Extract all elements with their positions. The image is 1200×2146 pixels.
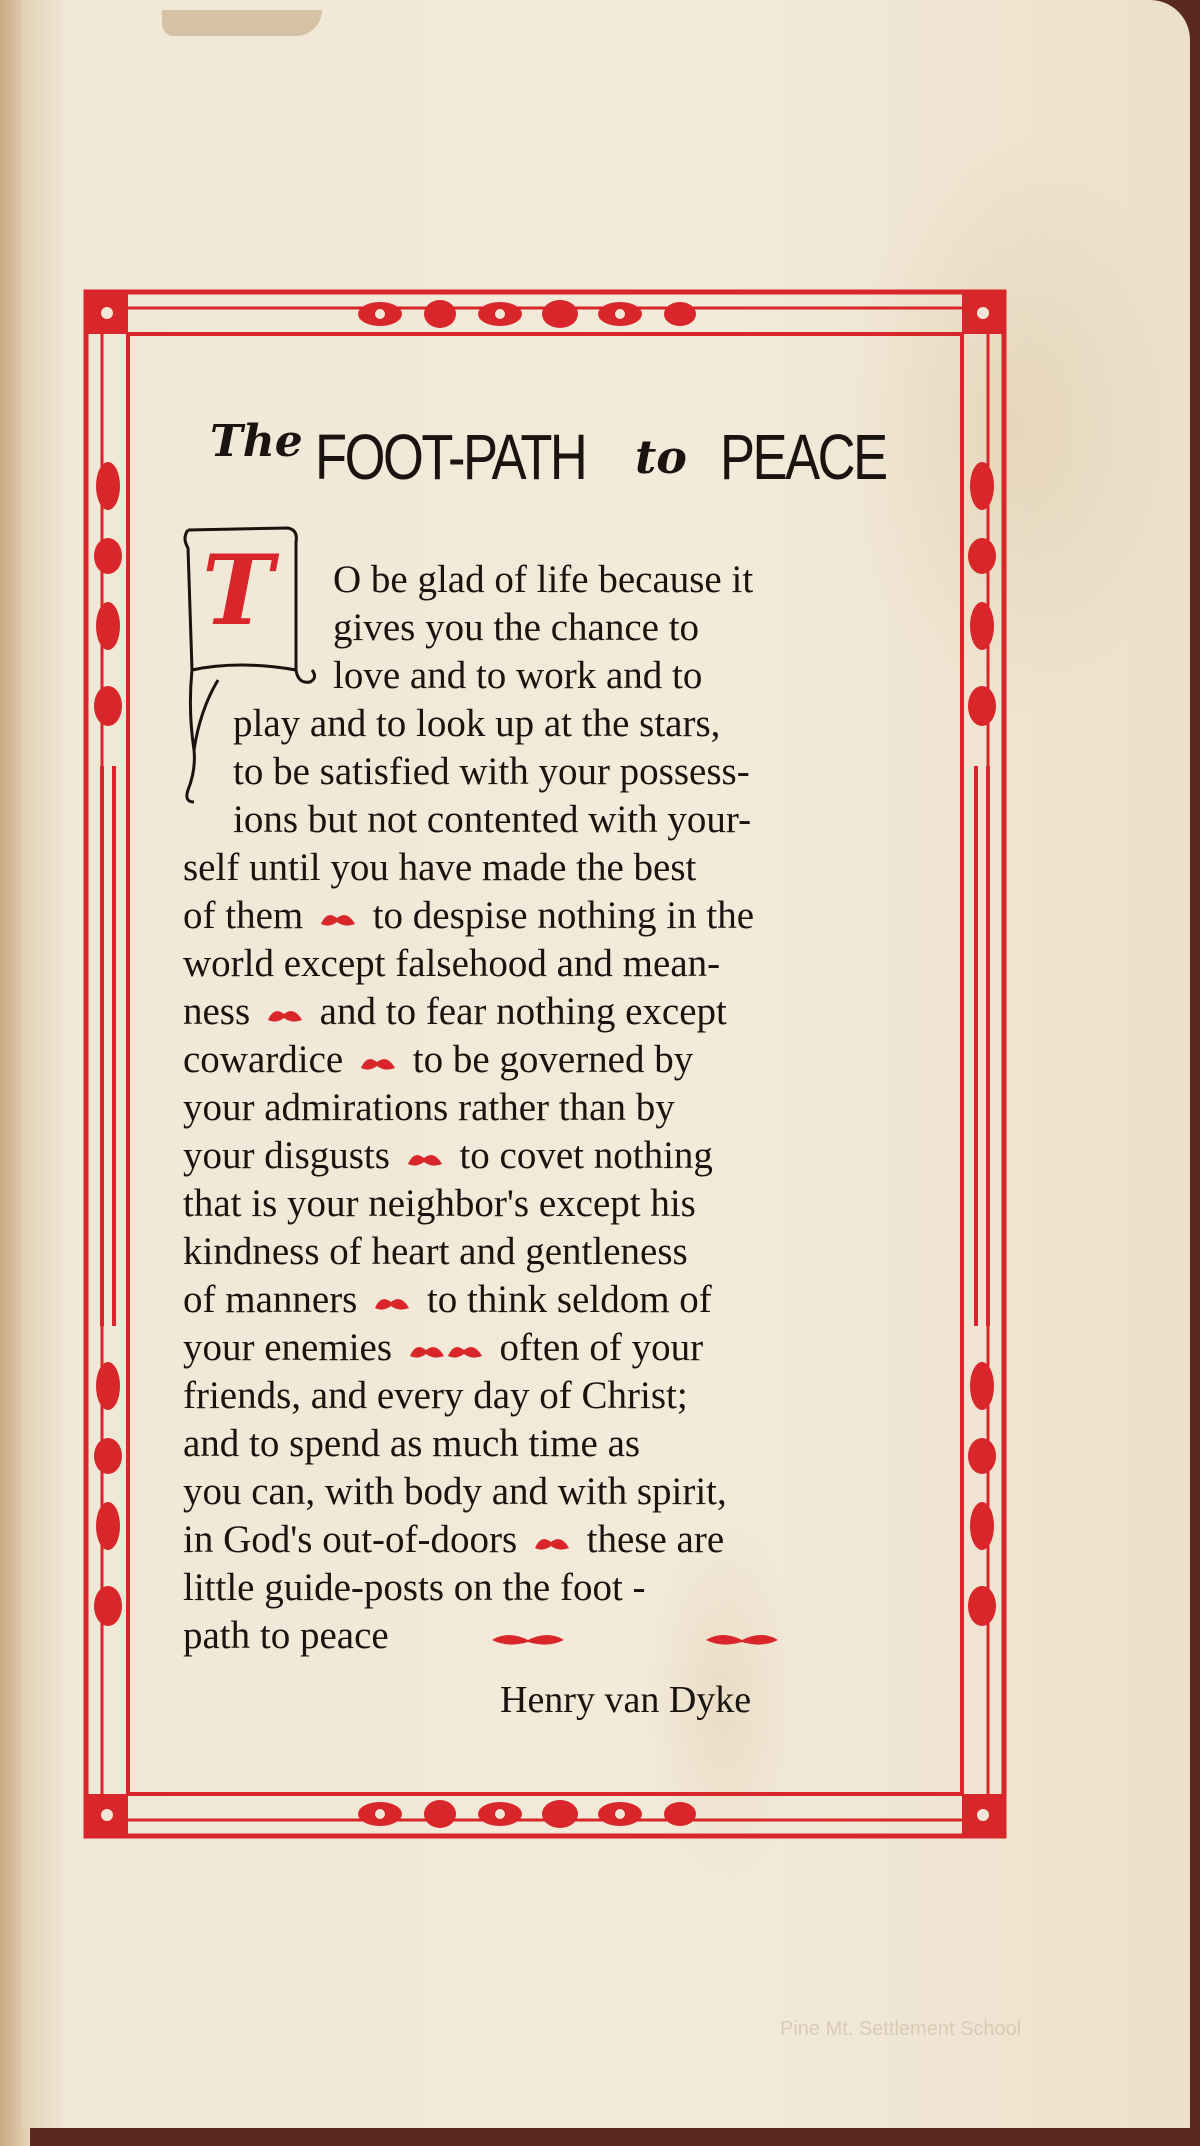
leaf-ornament-icon — [317, 908, 359, 930]
text-line-with-ornament — [183, 988, 727, 1036]
text-segment: of manners — [183, 1278, 358, 1321]
text-line: ions but not contented with your- — [233, 798, 752, 841]
text-line: that is your neighbor's except his — [183, 1182, 696, 1225]
text-segment: of them — [183, 894, 304, 937]
text-line: O be glad of life because it — [333, 558, 754, 601]
text-line-with-ornament — [183, 1276, 712, 1324]
text-line-with-ornament — [183, 892, 754, 940]
text-line: you can, with body and with spirit, — [183, 1470, 727, 1513]
text-segment: your enemies — [183, 1326, 393, 1369]
title-foot-path: FOOT-PATH — [315, 421, 586, 493]
leaf-ornament-icon — [357, 1052, 399, 1074]
text-segment: to be governed by — [412, 1038, 694, 1081]
text-line: self until you have made the best — [183, 846, 697, 889]
title-the: The — [210, 416, 303, 467]
title-to: to — [635, 430, 687, 484]
text-segment: to think seldom of — [426, 1278, 712, 1321]
text-line-with-ornament — [183, 1324, 703, 1372]
text-line-with-ornament — [183, 1612, 786, 1660]
double-leaf-ornament-icon — [406, 1340, 486, 1362]
text-line: play and to look up at the stars, — [233, 702, 721, 745]
dropcap-letter: T — [202, 534, 274, 647]
text-segment: often of your — [499, 1326, 704, 1369]
text-segment: path to peace — [183, 1614, 389, 1657]
text-segment: and to fear nothing except — [319, 990, 727, 1033]
text-line: little guide-posts on the foot - — [183, 1566, 646, 1609]
text-segment: your disgusts — [183, 1134, 390, 1177]
text-segment: cowardice — [183, 1038, 344, 1081]
title-peace: PEACE — [720, 421, 886, 493]
page-title — [210, 396, 910, 516]
text-segment: in God's out-of-doors — [183, 1518, 518, 1561]
paper-tear — [162, 10, 322, 36]
text-line: your admirations rather than by — [183, 1086, 675, 1129]
text-segment: to despise nothing in the — [372, 894, 755, 937]
text-line: to be satisfied with your possess- — [233, 750, 750, 793]
text-line: friends, and every day of Christ; — [183, 1374, 688, 1417]
leaf-ornament-icon — [404, 1148, 446, 1170]
leaf-ornament-icon — [264, 1004, 306, 1026]
text-line-with-ornament — [183, 1132, 713, 1180]
text-segment: these are — [586, 1518, 725, 1561]
watermark: Pine Mt. Settlement School — [780, 2018, 1022, 2040]
leaf-ornament-icon — [371, 1292, 413, 1314]
leaf-ornament-icon — [531, 1532, 573, 1554]
text-line-with-ornament — [183, 1036, 693, 1084]
end-ornament-icon — [488, 1628, 568, 1650]
author-attribution: Henry van Dyke — [500, 1679, 752, 1721]
text-segment: ness — [183, 990, 251, 1033]
end-ornament-icon — [702, 1628, 782, 1650]
text-segment: to covet nothing — [459, 1134, 713, 1177]
text-line: world except falsehood and mean- — [183, 942, 721, 985]
text-line: gives you the chance to — [333, 606, 700, 649]
text-line-with-ornament — [183, 1516, 724, 1564]
text-line: and to spend as much time as — [183, 1422, 641, 1465]
text-line: kindness of heart and gentleness — [183, 1230, 688, 1273]
text-line: love and to work and to — [333, 654, 703, 697]
